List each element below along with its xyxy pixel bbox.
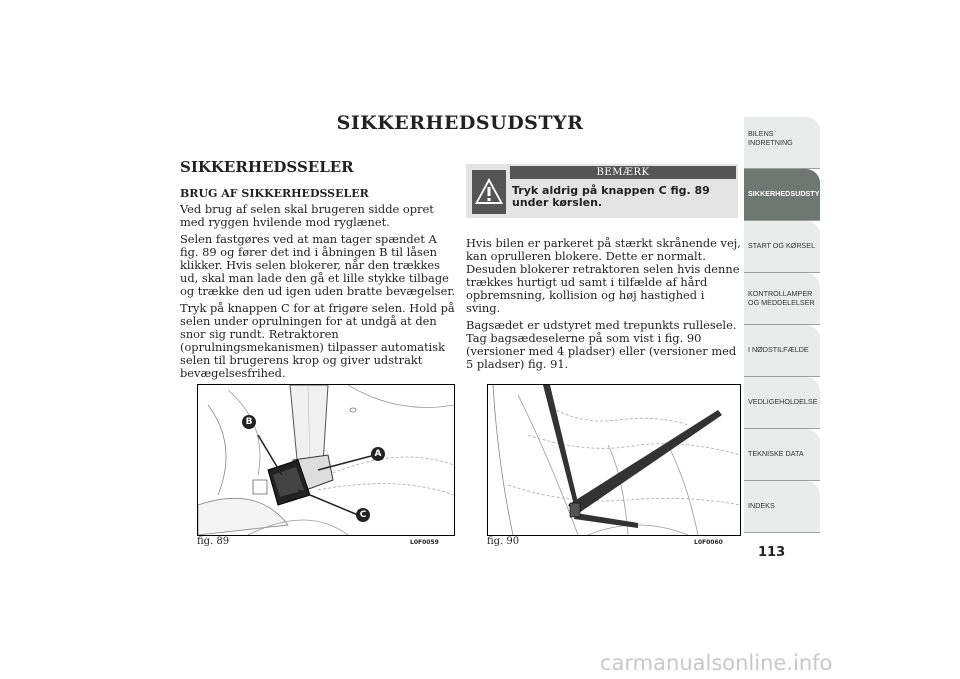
paragraph: Selen fastgøres ved at man tager spændet A fig. 89 og fører det ind i åbningen B til låsen klikker. Hvis selen blokerer, når den trækkes ud, skal man lade den gå et lille stykke tilbage og trække den ud igen uden bratte bevægelser. [180, 232, 456, 298]
figure-code: L0F0060 [694, 539, 723, 546]
label-a-badge: A [371, 447, 385, 461]
footer-watermark: carmanualsonline.info [600, 651, 833, 675]
tab-start-og-korsel[interactable] [744, 221, 820, 273]
paragraph: Ved brug af selen skal brugeren sidde opret med ryggen hvilende mod ryglænet. [180, 202, 434, 229]
sub-title: BRUG AF SIKKERHEDSSELER [180, 187, 369, 200]
tab-label: TEKNISKE DATA [748, 449, 804, 458]
paragraph: Bagsædet er udstyret med trepunkts rullesele. Tag bagsædeselerne på som vist i fig. 90 (versioner med 4 pladser) eller (versioner med 5 pladser) fig. 91. [466, 318, 737, 371]
tab-label: SIKKERHEDSUDSTYR [748, 189, 825, 198]
tab-label: VEDLIGEHOLDELSE [748, 397, 818, 406]
label-b-badge: B [242, 415, 256, 429]
figure-code: L0F0059 [410, 539, 439, 546]
tab-label: INDEKS [748, 501, 775, 510]
tab-label: START OG KØRSEL [748, 241, 816, 250]
tab-vedligeholdelse[interactable] [744, 377, 820, 429]
tab-kontrollamper[interactable] [744, 273, 820, 325]
warning-box [466, 164, 738, 218]
tab-tekniske-data[interactable] [744, 429, 820, 481]
figure-caption: fig. 90 [487, 536, 520, 547]
chapter-tabs [744, 117, 825, 533]
warning-text: Tryk aldrig på knappen C fig. 89 under kørslen. [512, 184, 710, 209]
figure-90-rear-seatbelts [487, 384, 741, 536]
tab-i-nodstilfaelde[interactable] [744, 325, 820, 377]
tab-label: I NØDSTILFÆLDE [748, 345, 809, 354]
page-title: SIKKERHEDSUDSTYR [336, 112, 584, 134]
left-column [180, 203, 458, 384]
right-column [466, 237, 742, 375]
paragraph: Hvis bilen er parkeret på stærkt skrånende vej, kan oprulleren blokere. Dette er normalt. Desuden blokerer retraktoren selen hvis denne trækkes hurtigt ud samt i tilfælde af hård opbremsning, kollision og høj hastighed i sving. [466, 236, 741, 315]
warning-heading: BEMÆRK [510, 166, 736, 179]
tab-label: KONTROLLAMPER OG MEDDELELSER [748, 289, 815, 307]
paragraph: Tryk på knappen C for at frigøre selen. Hold på selen under oprulningen for at undgå at den snor sig rundt. Retraktoren (oprulningsmekanismen) tilpasser automatisk selen til brugerens krop og giver udstrakt bevægelsesfrihed. [180, 301, 455, 380]
label-c-badge: C [356, 508, 370, 522]
page-number: 113 [758, 545, 786, 560]
figure-caption: fig. 89 [197, 536, 230, 547]
warning-triangle-icon [472, 170, 506, 214]
tab-bilens-indretning[interactable] [744, 117, 820, 169]
tab-indeks[interactable] [744, 481, 820, 533]
tab-label: BILENS INDRETNING [748, 129, 793, 147]
tab-sikkerhedsudstyr[interactable] [744, 169, 825, 221]
figure-89-seatbelt-buckle [197, 384, 455, 536]
section-title: SIKKERHEDSSELER [180, 158, 354, 176]
